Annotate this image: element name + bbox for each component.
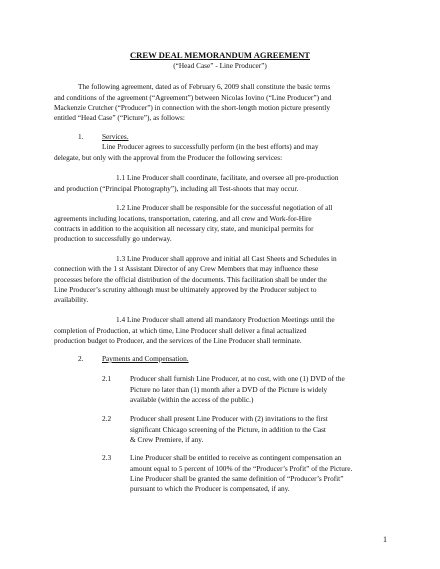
section-heading: Services.	[102, 132, 129, 141]
paragraph-line: Producer shall furnish Line Producer, at no cost, with one (1) DVD of the	[130, 374, 345, 383]
paragraph-line: Line Producer’s scrutiny although must be ultimately approved by the Producer subject to	[54, 285, 317, 294]
paragraph-line: amount equal to 5 percent of 100% of the “Producer’s Profit” of the Picture.	[130, 464, 353, 473]
paragraph-line: production to successfully go underway.	[54, 234, 172, 243]
paragraph-line: connection with the 1 st Assistant Director of any Crew Members that may influence these	[54, 264, 319, 273]
paragraph-line: significant Chicago screening of the Picture, in addition to the Cast	[130, 425, 326, 434]
paragraph-line: Line Producer agrees to successfully perform (in the best efforts) and may	[102, 142, 319, 151]
paragraph-line: available (within the access of the public.)	[130, 395, 254, 404]
paragraph-line: processes before the official distribution of the documents. This facilitation shall be under the	[54, 275, 327, 284]
clause-number: 2.3	[102, 453, 112, 462]
paragraph-line: Producer shall present Line Producer with (2) invitations to the first	[130, 414, 328, 423]
paragraph-line: Line Producer shall be granted the same definition of “Producer’s Profit”	[130, 474, 344, 483]
paragraph-line: availability.	[54, 295, 89, 304]
paragraph-line: 1.4 Line Producer shall attend all mandatory Production Meetings until the	[116, 315, 335, 324]
paragraph-line: Picture no later than (1) month after a DVD of the Picture is widely	[130, 385, 328, 394]
paragraph-line: 1.1 Line Producer shall coordinate, facilitate, and oversee all pre-production	[116, 173, 339, 182]
paragraph-line: completion of Production, at which time, Line Producer shall deliver a final actualized	[54, 326, 307, 335]
clause-number: 2.2	[102, 414, 112, 423]
paragraph-line: agreements including locations, transportation, catering, and all crew and Work-for-Hire	[54, 214, 312, 223]
intro-line: Mackenzie Crutcher (“Producer”) in connection with the short-length motion picture presently	[54, 103, 330, 112]
paragraph-line: pursuant to which the Producer is compensated, if any.	[130, 484, 290, 493]
paragraph-line: and production (“Principal Photography”), including all Test-shoots that may occur.	[54, 184, 299, 193]
paragraph-line: 1.3 Line Producer shall approve and initial all Cast Sheets and Schedules in	[116, 254, 337, 263]
paragraph-line: & Crew Premiere, if any.	[130, 435, 204, 444]
document-subtitle: (“Head Case” - Line Producer”)	[173, 61, 267, 70]
page-number: 1	[383, 535, 387, 544]
paragraph-line: 1.2 Line Producer shall be responsible for the successful negotiation of all	[116, 203, 333, 212]
document-title: CREW DEAL MEMORANDUM AGREEMENT	[129, 50, 311, 60]
intro-line: The following agreement, dated as of February 6, 2009 shall constitute the basic terms	[78, 82, 331, 91]
paragraph-line: delegate, but only with the approval from the Producer the following services:	[54, 153, 283, 162]
section-number: 1.	[78, 132, 84, 141]
clause-number: 2.1	[102, 374, 112, 383]
paragraph-line: production budget to Producer, and the services of the Line Producer shall terminate.	[54, 336, 302, 345]
section-heading: Payments and Compensation.	[102, 354, 189, 363]
intro-line: and conditions of the agreement (“Agreement”) between Nicolas Iovino (“Line Producer”) and	[54, 93, 332, 102]
intro-line: entitled “Head Case” (“Picture”), as follows:	[54, 113, 185, 122]
section-number: 2.	[78, 354, 84, 363]
paragraph-line: contracts in addition to the acquisition all necessary city, state, and municipal permits for	[54, 224, 314, 233]
paragraph-line: Line Producer shall be entitled to receive as contingent compensation an	[130, 453, 342, 462]
